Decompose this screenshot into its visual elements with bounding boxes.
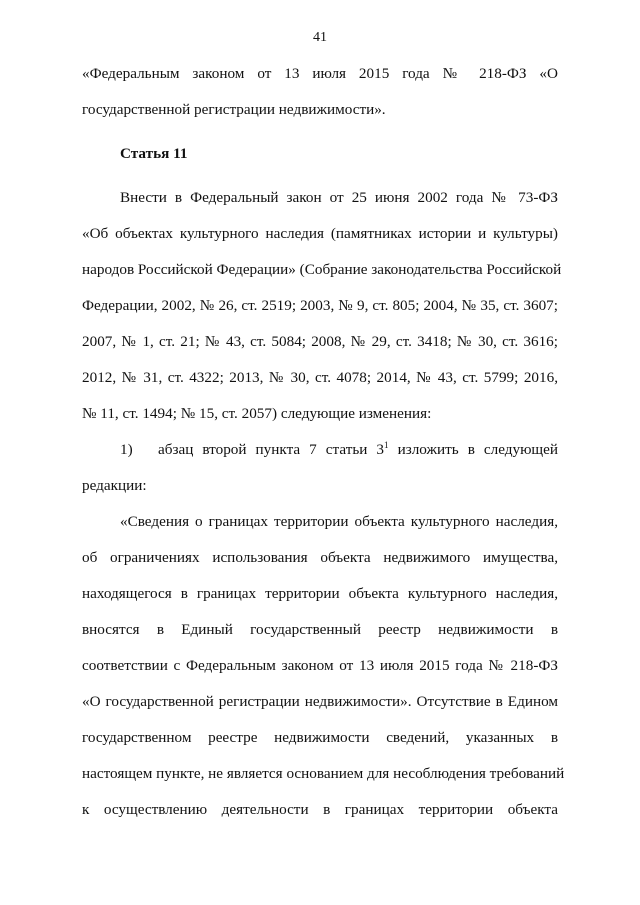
quote-line: соответствии с Федеральным законом от 13 июля 2015 года № 218-ФЗ [82,657,558,674]
page-content [82,62,565,834]
paragraph-line: народов Российской Федерации» (Собрание законодательства Российской [82,261,562,278]
paragraph-line: 2007, № 1, ст. 21; № 43, ст. 5084; 2008, № 29, ст. 3418; № 30, ст. 3616; [82,333,558,350]
list-item-continuation: редакции: [82,477,147,494]
list-item-1 [82,438,558,474]
paragraph-line: 2012, № 31, ст. 4322; 2013, № 30, ст. 4078; 2014, № 43, ст. 5799; 2016, [82,369,558,386]
article-heading: Статья 11 [120,145,188,162]
page-number: 41 [313,30,327,45]
paragraph-line: № 11, ст. 1494; № 15, ст. 2057) следующие изменения: [82,405,432,422]
quote-line: вносятся в Единый государственный реестр недвижимости в [82,621,558,638]
quote-line: «О государственной регистрации недвижимости». Отсутствие в Едином [82,693,558,710]
intro-line-2: государственной регистрации недвижимости». [82,101,386,118]
list-item-text: абзац второй пункта 7 статьи 3 [158,441,385,458]
quote-line: государственном реестре недвижимости сведений, указанных в [82,729,558,746]
quote-line: находящегося в границах территории объекта культурного наследия, [82,585,558,602]
paragraph-line: Федерации, 2002, № 26, ст. 2519; 2003, № 9, ст. 805; 2004, № 35, ст. 3607; [82,297,558,314]
quote-line: об ограничениях использования объекта недвижимого имущества, [82,549,558,566]
list-item-text-after: изложить в следующей [388,441,558,458]
quote-line: к осуществлению деятельности в границах территории объекта [82,801,558,818]
paragraph-line: Внести в Федеральный закон от 25 июня 2002 года № 73-ФЗ [120,189,558,206]
quote-line: настоящем пункте, не является основанием для несоблюдения требований [82,765,565,782]
superscript: 1 [384,440,389,450]
quote-line: «Сведения о границах территории объекта культурного наследия, [120,513,558,530]
paragraph-line: «Об объектах культурного наследия (памятниках истории и культуры) [82,225,558,242]
intro-line-1: «Федеральным законом от 13 июля 2015 года № 218-ФЗ «О [82,65,558,82]
list-item-marker: 1) [120,441,133,458]
